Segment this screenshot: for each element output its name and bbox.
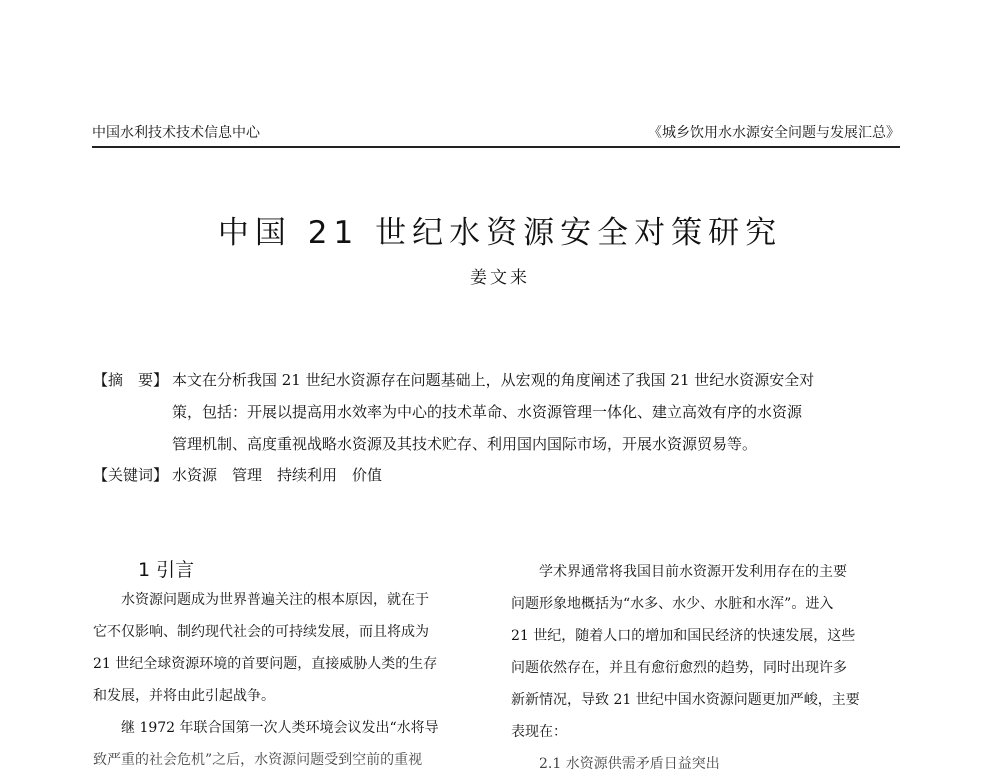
body-line: 致严重的社会危机”之后，水资源问题受到空前的重视: [93, 752, 423, 768]
body-line: 和发展，并将由此引起战争。: [93, 688, 275, 704]
body-line: 它不仅影响、制约现代社会的可持续发展，而且将成为: [93, 624, 429, 640]
body-line: 问题依然存在，并且有愈衍愈烈的趋势，同时出现许多: [511, 660, 847, 676]
keywords-text: 水资源 管理 持续利用 价值: [172, 466, 383, 484]
subsection-heading: 2.1 水资源供需矛盾日益突出: [539, 756, 720, 772]
body-line: 21 世纪全球资源环境的首要问题，直接威胁人类的生存: [93, 656, 438, 672]
body-line: 新新情况，导致 21 世纪中国水资源问题更加严峻，主要: [511, 692, 860, 708]
abstract-line-1: 本文在分析我国 21 世纪水资源存在问题基础上，从宏观的角度阐述了我国 21 世纪水资源安全对: [172, 371, 815, 389]
paper-title: 中国 21 世纪水资源安全对策研究: [217, 215, 783, 251]
keywords-block: [93, 460, 382, 490]
left-column: [93, 556, 467, 776]
body-line: 表现在：: [511, 724, 567, 740]
body-line: 继 1972 年联合国第一次人类环境会议发出“水将导: [121, 720, 439, 736]
body-line: 21 世纪，随着人口的增加和国民经济的快速发展，这些: [511, 628, 856, 644]
body-line: 问题形象地概括为“水多、水少、水脏和水浑”。进入: [511, 596, 834, 612]
section-heading-introduction: 1 引言: [138, 559, 195, 581]
keywords-label: 【关键词】: [93, 466, 169, 484]
paper-author: 姜文来: [470, 268, 530, 288]
abstract-line-3: 管理机制、高度重视战略水资源及其技术贮存、利用国内国际市场，开展水资源贸易等。: [172, 435, 758, 453]
abstract-block: [93, 364, 901, 460]
right-column: [511, 556, 885, 780]
header-collection-title: 《城乡饮用水水源安全问题与发展汇总》: [648, 125, 900, 141]
body-line: 学术界通常将我国目前水资源开发利用存在的主要: [539, 564, 847, 580]
header-institution: 中国水利技术技术信息中心: [92, 125, 260, 141]
abstract-label: 【摘 要】: [93, 371, 169, 389]
running-header: [92, 120, 900, 148]
body-line: 水资源问题成为世界普遍关注的根本原因，就在于: [121, 592, 429, 608]
abstract-line-2: 策，包括：开展以提高用水效率为中心的技术革命、水资源管理一体化、建立高效有序的水资源: [172, 403, 803, 421]
